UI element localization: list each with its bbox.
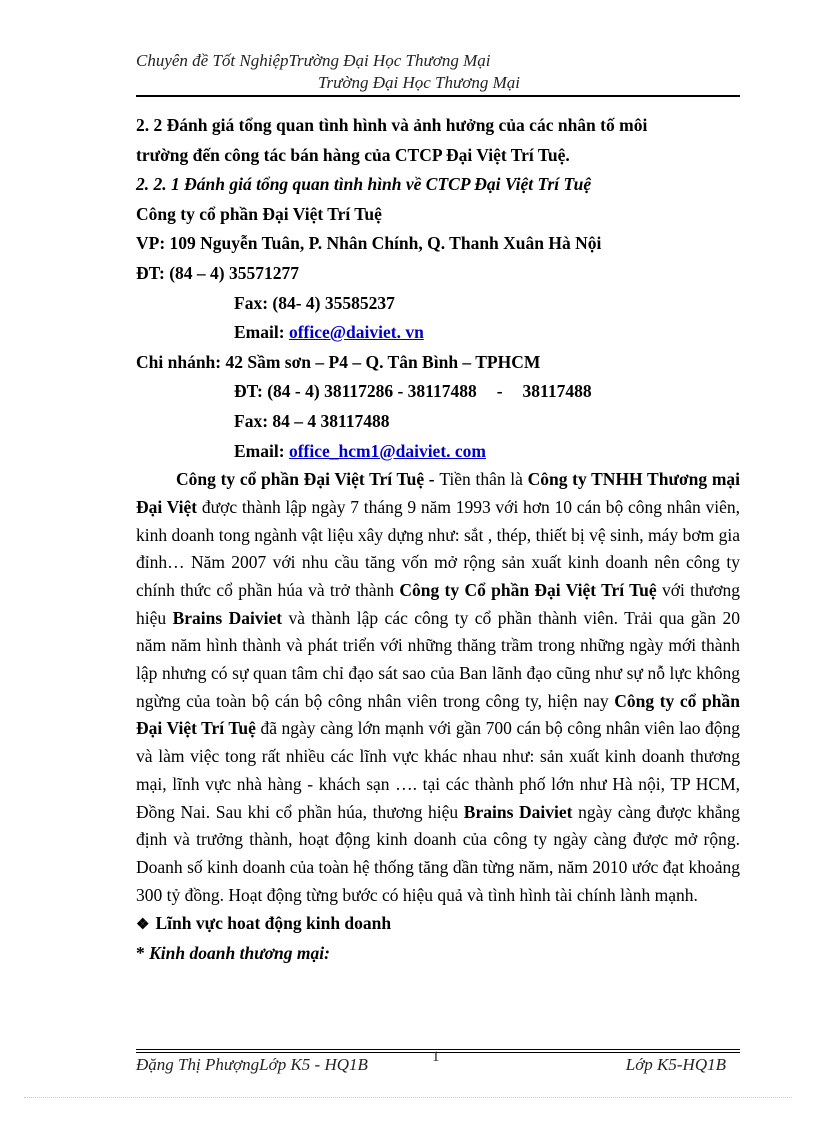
branch-address-row [136, 348, 740, 378]
para-text-4: và thành lập các công ty cổ phần thành viên. Trải qua gần 20 năm năm hình thành và phát triển với những thăng trầm trong những ngày mới thành lập nhưng có sự quan tâm chỉ đạo sát sao của Ban lãnh đạo cũng như sự nỗ lực không ngừng của toàn bộ cán bộ công nhân viên trong công ty, hiện nay [136, 607, 740, 711]
header-line-1: Chuyên đề Tốt NghiệpTrường Đại Học Thương Mại [136, 51, 491, 70]
para-text-2: được thành lập ngày 7 tháng 9 năm 1993 với hơn 10 cán bộ công nhân viên, kinh doanh tong ngành vật liệu xây dựng như: sắt , thép, thiết bị vệ sinh, máy bơm gia đỉnh… Năm 2007 với nhu cầu tăng vốn mở rộng sản xuất kinh doanh nên công ty chính thức cổ phần húa và trở thành [136, 496, 740, 600]
branch-address: 42 Sầm sơn – P4 – Q. Tân Bình – TPHCM [225, 351, 541, 372]
header-line-2: Trường Đại Học Thương Mại [318, 73, 520, 92]
branch-fax: Fax: 84 – 4 38117488 [234, 410, 390, 431]
company-phone: ĐT: (84 – 4) 35571277 [136, 262, 299, 283]
company-fax: Fax: (84- 4) 35585237 [234, 292, 395, 313]
branch-phone-2: 38117488 [522, 381, 592, 402]
company-email-label: Email: [234, 322, 289, 343]
footer-class: Lớp K5-HQ1B [625, 1055, 726, 1074]
para-brand-2: Brains Daiviet [463, 801, 573, 822]
page-boundary-line [24, 1097, 792, 1098]
branch-phone: ĐT: (84 - 4) 38117286 - 38117488 [234, 381, 477, 402]
para-brand-1: Brains Daiviet [172, 607, 283, 628]
page-header [136, 50, 740, 94]
branch-phone-separator: - [496, 381, 503, 402]
para-company-name-2: Công ty cổ phần Đại Việt Trí Tuệ [136, 690, 740, 739]
para-former-name: Công ty TNHH Thương mại Đại Việt [136, 469, 741, 517]
subsection-heading: 2. 2. 1 Đánh giá tổng quan tình hình về CTCP Đại Việt Trí Tuệ [136, 174, 592, 195]
company-history-paragraph [136, 466, 740, 909]
asterisk-marker: * [136, 942, 150, 963]
para-company-name: Công ty cổ phần Đại Việt Trí Tuệ - [176, 469, 440, 490]
branch-email-link[interactable]: office_hcm1@daiviet. com [288, 440, 486, 461]
business-fields-title: Lĩnh vực hoat động kinh doanh [155, 913, 392, 934]
branch-email-label: Email: [234, 440, 289, 461]
business-subheading: Kinh doanh thương mại: [149, 942, 330, 963]
page-content [136, 111, 740, 969]
para-new-name: Công ty Cổ phần Đại Việt Trí Tuệ [399, 579, 657, 600]
footer-author: Đặng Thị PhượngLớp K5 - HQ1B [136, 1055, 368, 1074]
para-text-5: đã ngày càng lớn mạnh với gần 700 cán bộ công nhân viên lao động và làm việc tong rất nhiều các lĩnh vực khác nhau như: sản xuất kinh doanh thương mại, lĩnh vực nhà hàng - khách sạn …. tại các thành phố lớn như Hà nội, TP HCM, Đồng Nai. Sau khi cổ phần húa, thương hiệu [136, 718, 740, 822]
page-number: 1 [432, 1049, 440, 1065]
page-footer [136, 1049, 740, 1079]
company-name: Công ty cổ phần Đại Việt Trí Tuệ [136, 203, 382, 224]
company-email-link[interactable]: office@daiviet. vn [288, 322, 424, 343]
header-divider [136, 95, 740, 97]
branch-phone-row [136, 377, 740, 407]
branch-email-row [136, 437, 740, 467]
business-fields-heading [136, 909, 740, 939]
section-heading-line-1: 2. 2 Đánh giá tổng quan tình hình và ảnh hưởng của các nhân tố môi [136, 115, 648, 135]
branch-label: Chi nhánh: [136, 351, 226, 372]
business-subheading-row [136, 939, 740, 969]
para-text-1: Tiền thân là [439, 469, 528, 490]
diamond-bullet-icon: ❖ [136, 917, 150, 934]
para-text-6: ngày càng được khẳng định và trưởng thành, hoạt động kinh doanh của công ty ngày càng được mở rộng. Doanh số kinh doanh của toàn hệ thống tăng dần từng năm, năm 2010 ước đạt khoảng 300 tỷ đồng. Hoạt động từng bước có hiệu quả và tình hình tài chính lành mạnh. [136, 801, 740, 905]
para-text-3: với thương hiệu [136, 579, 740, 628]
company-office-address: VP: 109 Nguyễn Tuân, P. Nhân Chính, Q. Thanh Xuân Hà Nội [136, 233, 602, 254]
company-email-row [136, 318, 740, 348]
section-heading-line-2: trường đến công tác bán hàng của CTCP Đại Việt Trí Tuệ. [136, 144, 570, 165]
